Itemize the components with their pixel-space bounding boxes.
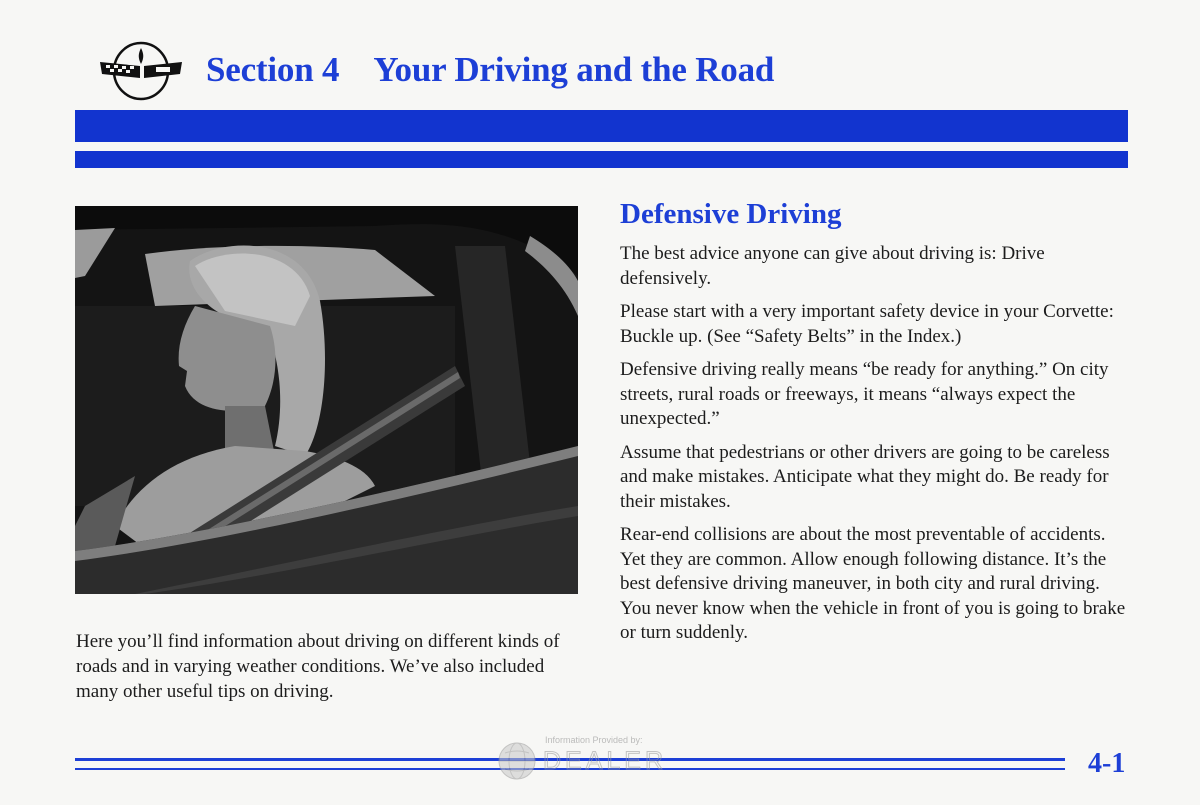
paragraph: Please start with a very important safety device in your Corvette: Buckle up. (See “Safety Belts” in the Index.) xyxy=(620,301,1114,347)
corvette-logo-icon xyxy=(100,40,182,102)
section-number: Section 4 xyxy=(206,50,340,89)
watermark-word: DEALER xyxy=(543,747,668,775)
watermark xyxy=(497,735,697,785)
intro-paragraph: Here you’ll find information about driving on different kinds of roads and in varying weather conditions. We’ve also included many other useful tips on driving. xyxy=(76,631,560,702)
section-name: Your Driving and the Road xyxy=(373,50,775,89)
page-number: 4-1 xyxy=(1088,748,1126,779)
paragraph: The best advice anyone can give about driving is: Drive defensively. xyxy=(620,243,1045,289)
globe-icon xyxy=(497,741,537,781)
section-heading: Defensive Driving xyxy=(620,198,842,230)
body-text xyxy=(620,242,1132,655)
woman-driver-with-seatbelt-illustration xyxy=(75,206,578,594)
paragraph: Defensive driving really means “be ready for anything.” On city streets, rural roads or freeways, it means “always expect the unexpected.” xyxy=(620,359,1109,429)
header-bar-thin xyxy=(75,151,1128,168)
paragraph: Assume that pedestrians or other drivers are going to be careless and make mistakes. Anticipate what they might do. Be ready for their mistakes. xyxy=(620,441,1110,512)
watermark-caption: Information Provided by: xyxy=(545,735,643,745)
paragraph: Rear-end collisions are about the most preventable of accidents. Yet they are common. Allow enough following distance. It’s the best defensive driving maneuver, in both city and rural driving. You never know when the vehicle in front of you is going to brake or turn suddenly. xyxy=(620,524,1126,643)
section-title xyxy=(206,50,774,90)
header-bar-thick xyxy=(75,110,1128,142)
